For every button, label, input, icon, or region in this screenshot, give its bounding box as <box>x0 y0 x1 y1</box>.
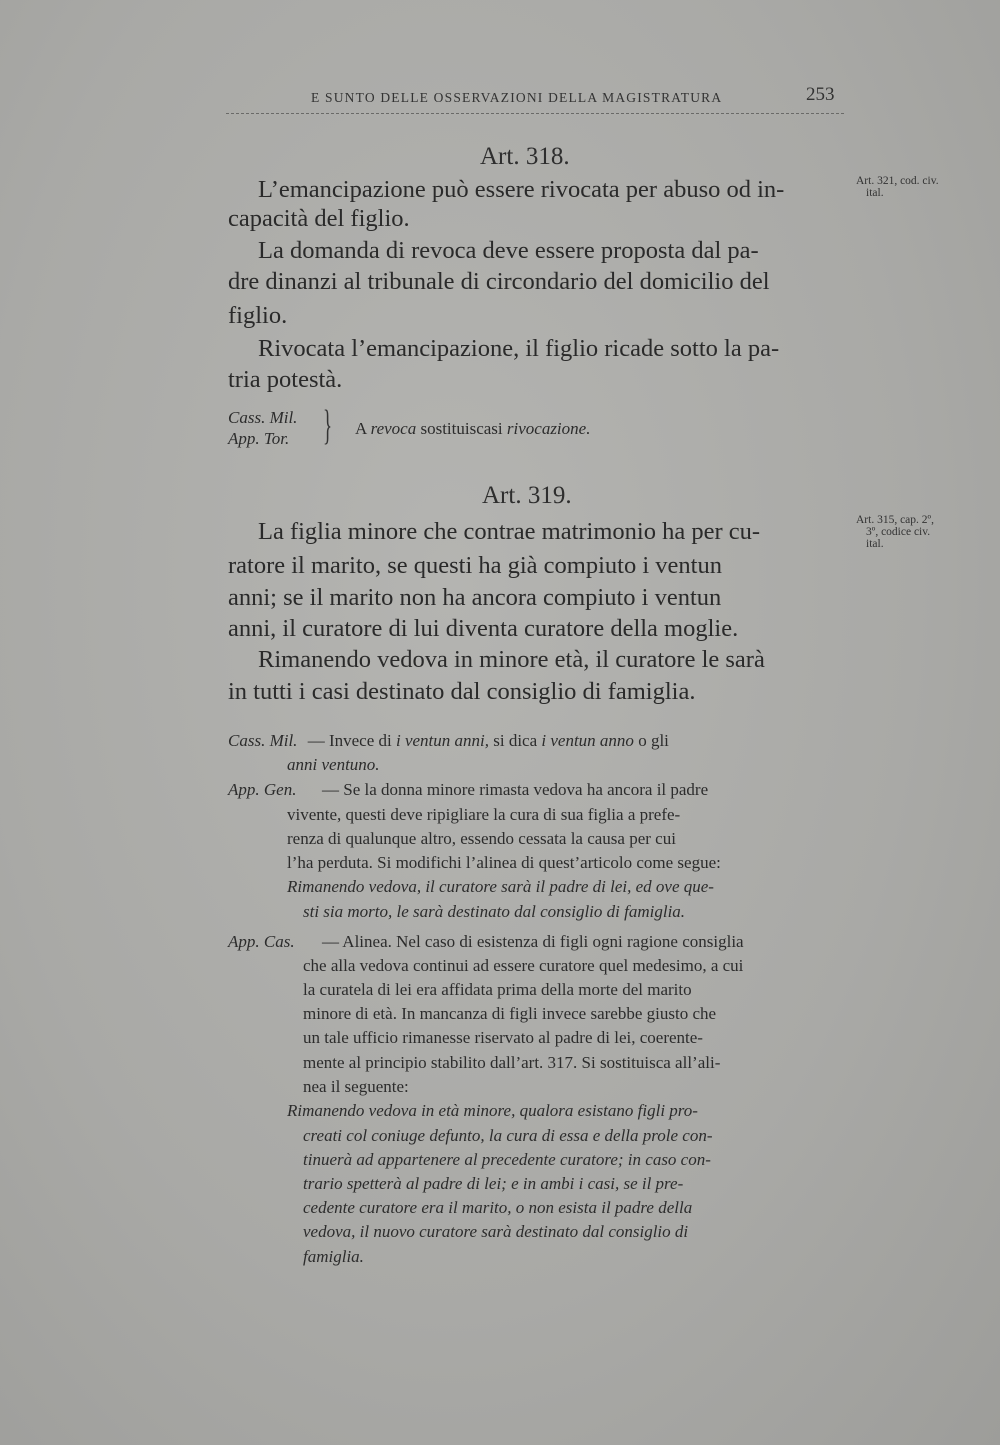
article-318-title: Art. 318. <box>480 143 570 170</box>
note-line: famiglia. <box>303 1247 364 1266</box>
note-line: cedente curatore era il marito, o non esista il padre della <box>303 1198 693 1217</box>
note-line: — Alinea. Nel caso di esistenza di figli ogni ragione consiglia <box>322 932 744 951</box>
note-line: anni ventuno. <box>287 755 380 774</box>
note-line: l’ha perduta. Si modifichi l’alinea di quest’articolo come segue: <box>287 853 721 872</box>
article-318-line: figlio. <box>228 302 288 329</box>
note-line: vivente, questi deve ripigliare la cura di sua figlia a prefe- <box>287 805 681 824</box>
note-line: Rimanendo vedova, il curatore sarà il padre di lei, ed ove que- <box>287 877 714 896</box>
note-line: trario spetterà al padre di lei; e in ambi i casi, se il pre- <box>303 1174 684 1193</box>
article-318-line: dre dinanzi al tribunale di circondario del domicilio del <box>228 268 770 295</box>
note-line: tinuerà ad appartenere al precedente curatore; in caso con- <box>303 1150 711 1169</box>
note-line: la curatela di lei era affidata prima della morte del marito <box>303 980 692 999</box>
note-line: renza di qualunque altro, essendo cessata la causa per cui <box>287 829 676 848</box>
note-line: Rimanendo vedova in età minore, qualora esistano figli pro- <box>287 1101 698 1120</box>
article-319-line: anni, il curatore di lui diventa curatore della moglie. <box>228 615 739 642</box>
note-source: App. Tor. <box>228 429 290 448</box>
article-318-line: La domanda di revoca deve essere proposta dal pa- <box>258 237 759 264</box>
article-319-line: anni; se il marito non ha ancora compiuto i ventun <box>228 584 722 611</box>
article-318-line: tria potestà. <box>228 366 343 393</box>
article-318-line: L’emancipazione può essere rivocata per abuso od in- <box>258 176 785 203</box>
note-line: sti sia morto, le sarà destinato dal consiglio di famiglia. <box>303 902 686 921</box>
article-319-line: Rimanendo vedova in minore età, il curatore le sarà <box>258 646 765 673</box>
note-source: App. Cas. <box>228 932 295 951</box>
note-line: un tale ufficio rimanesse riservato al padre di lei, coerente- <box>303 1028 703 1047</box>
note-line: vedova, il nuovo curatore sarà destinato dal consiglio di <box>303 1222 689 1241</box>
article-319-line: ratore il marito, se questi ha già compiuto i ventun <box>228 552 722 579</box>
running-header: E SUNTO DELLE OSSERVAZIONI DELLA MAGISTRATURA <box>311 90 723 105</box>
article-319-line: La figlia minore che contrae matrimonio ha per cu- <box>258 518 761 545</box>
article-318-margin-ref: Art. 321, cod. civ. ital. <box>856 175 939 199</box>
article-319-margin-ref: Art. 315, cap. 2º, 3º, codice civ. ital. <box>856 514 934 550</box>
note-line: — Se la donna minore rimasta vedova ha ancora il padre <box>322 780 709 799</box>
note-source: App. Gen. <box>228 780 297 799</box>
note-line: nea il seguente: <box>303 1077 409 1096</box>
article-319-title: Art. 319. <box>482 482 572 509</box>
note-line: che alla vedova continui ad essere curatore quel medesimo, a cui <box>303 956 744 975</box>
article-319-line: in tutti i casi destinato dal consiglio di famiglia. <box>228 678 696 705</box>
brace-glyph: } <box>323 403 333 449</box>
note-line: minore di età. In mancanza di figli invece sarebbe giusto che <box>303 1004 717 1023</box>
note-cass-mil: Cass. Mil. — Invece di i ventun anni, si dica i ventun anno o gli <box>228 731 669 750</box>
page-number: 253 <box>806 84 835 105</box>
note-source: Cass. Mil. <box>228 408 298 427</box>
header-rule <box>226 113 844 114</box>
article-318-line: capacità del figlio. <box>228 205 410 232</box>
note-line: mente al principio stabilito dall’art. 317. Si sostituisca all’ali- <box>303 1053 721 1072</box>
note-text: A revoca sostituiscasi rivocazione. <box>355 419 591 438</box>
note-line: creati col coniuge defunto, la cura di essa e della prole con- <box>303 1126 713 1145</box>
article-318-line: Rivocata l’emancipazione, il figlio ricade sotto la pa- <box>258 335 780 362</box>
